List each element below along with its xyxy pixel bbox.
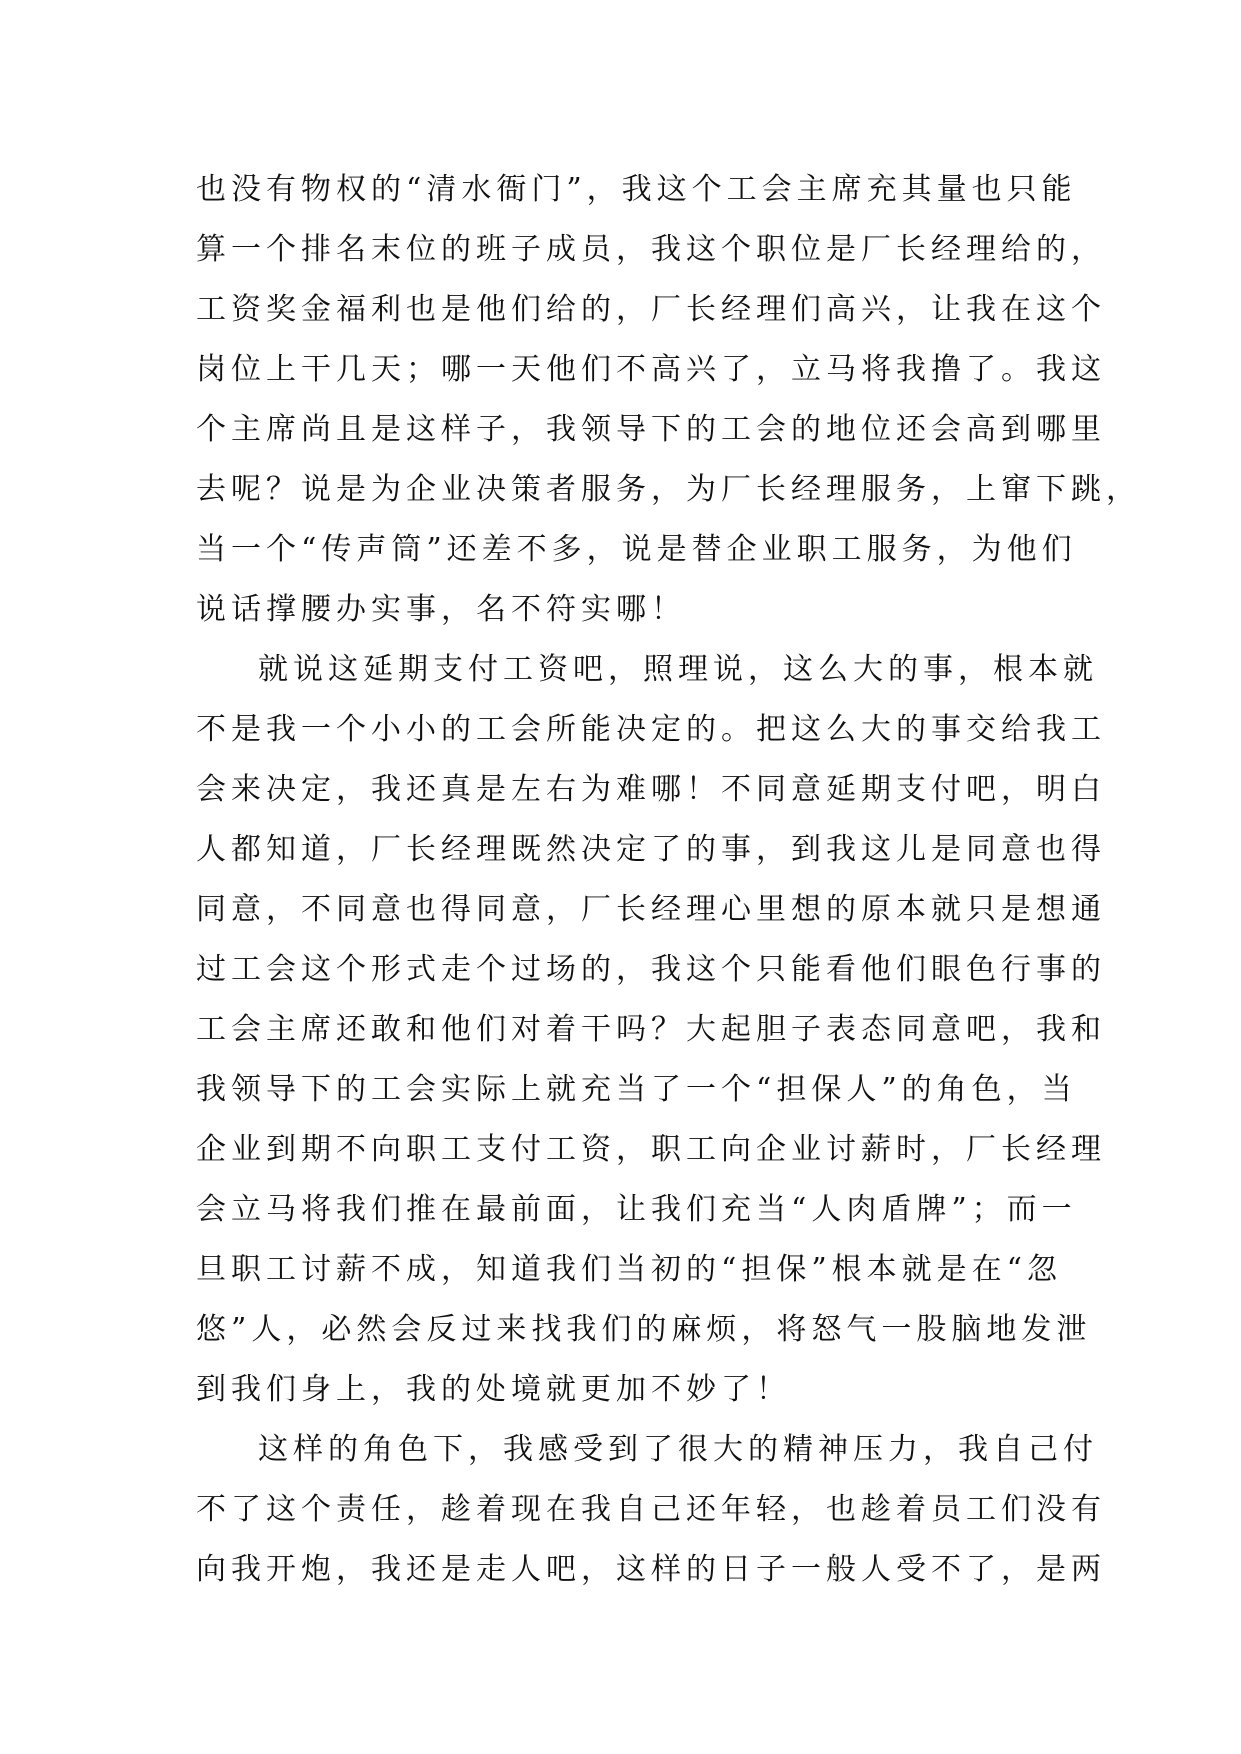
- text-line: 向我开炮，我还是走人吧，这样的日子一般人受不了，是两: [196, 1552, 1106, 1587]
- text-line: 悠”人，必然会反过来找我们的麻烦，将怒气一股脑地发泄: [196, 1312, 1092, 1347]
- text-line: 旦职工讨薪不成，知道我们当初的“担保”根本就是在“忽: [196, 1252, 1063, 1287]
- text-line: 到我们身上，我的处境就更加不妙了！: [196, 1372, 791, 1407]
- text-line: 个主席尚且是这样子，我领导下的工会的地位还会高到哪里: [196, 412, 1106, 447]
- text-line: 过工会这个形式走个过场的，我这个只能看他们眼色行事的: [196, 952, 1106, 987]
- text-line: 会立马将我们推在最前面，让我们充当“人肉盾牌”；而一: [196, 1192, 1077, 1227]
- text-line: 这样的角色下，我感受到了很大的精神压力，我自己付: [258, 1432, 1098, 1467]
- body-text: [196, 160, 1141, 1600]
- text-line: 就说这延期支付工资吧，照理说，这么大的事，根本就: [258, 652, 1098, 687]
- text-line: 工资奖金福利也是他们给的，厂长经理们高兴，让我在这个: [196, 292, 1106, 327]
- text-line: 去呢？说是为企业决策者服务，为厂长经理服务，上窜下跳，: [196, 472, 1141, 507]
- text-line: 说话撑腰办实事，名不符实哪！: [196, 592, 686, 627]
- text-line: 不是我一个小小的工会所能决定的。把这么大的事交给我工: [196, 712, 1106, 747]
- text-line: 岗位上干几天；哪一天他们不高兴了，立马将我撸了。我这: [196, 352, 1106, 387]
- text-line: 我领导下的工会实际上就充当了一个“担保人”的角色，当: [196, 1072, 1077, 1107]
- text-line: 工会主席还敢和他们对着干吗？大起胆子表态同意吧，我和: [196, 1012, 1106, 1047]
- text-line: 也没有物权的“清水衙门”，我这个工会主席充其量也只能: [196, 172, 1077, 207]
- text-line: 人都知道，厂长经理既然决定了的事，到我这儿是同意也得: [196, 832, 1106, 867]
- text-line: 不了这个责任，趁着现在我自己还年轻，也趁着员工们没有: [196, 1492, 1106, 1527]
- text-line: 企业到期不向职工支付工资，职工向企业讨薪时，厂长经理: [196, 1132, 1106, 1167]
- text-line: 同意，不同意也得同意，厂长经理心里想的原本就只是想通: [196, 892, 1106, 927]
- text-line: 算一个排名末位的班子成员，我这个职位是厂长经理给的，: [196, 232, 1106, 267]
- text-line: 会来决定，我还真是左右为难哪！不同意延期支付吧，明白: [196, 772, 1106, 807]
- text-line: 当一个“传声筒”还差不多，说是替企业职工服务，为他们: [196, 532, 1077, 567]
